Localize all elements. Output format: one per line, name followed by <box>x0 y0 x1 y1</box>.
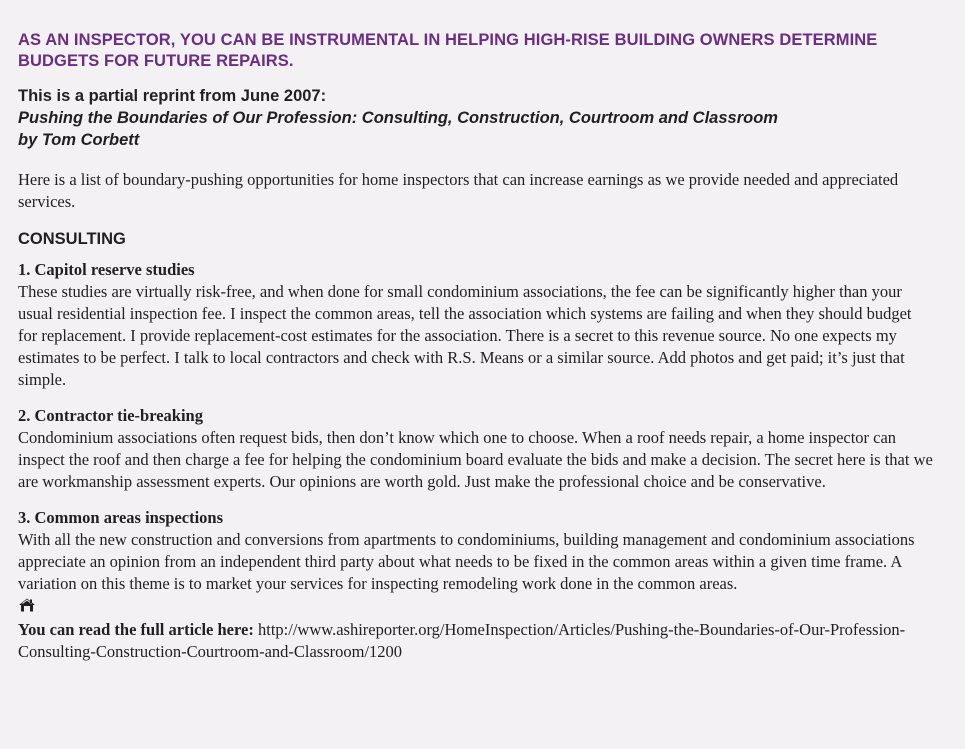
intro-paragraph: Here is a list of boundary-pushing opportunities for home inspectors that can increase earnings as we provide needed and appreciated services. <box>18 170 899 211</box>
reprint-lead: This is a partial reprint from June 2007: <box>18 87 327 105</box>
item-text: These studies are virtually risk-free, and when done for small condominium associations, the fee can be significantly higher than your usual residential inspection fee. I inspect the common areas, tell the association which systems are failing and when they should budget for replacement. I provide replacement-cost estimates for the association. There is a secret to this revenue source. No one expects my estimates to be perfect. I talk to local contractors and check with R.S. Means or a similar source. Add photos and get paid; it’s just that simple. <box>18 282 912 389</box>
full-article-label: You can read the full article here: <box>18 620 254 639</box>
full-article-note <box>18 619 933 663</box>
section-heading: CONSULTING <box>18 230 126 248</box>
item-text: Condominium associations often request bids, then don’t know which one to choose. When a roof needs repair, a home inspector can inspect the roof and then charge a fee for helping the condominium board evaluate the bids and make a decision. The secret here is that we are workmanship assessment experts. Our opinions are worth gold. Just make the professional choice and be conservative. <box>18 428 933 491</box>
item-title: 3. Common areas inspections <box>18 508 224 527</box>
list-item <box>18 507 933 595</box>
list-item <box>18 405 933 493</box>
house-end-mark-icon <box>18 597 36 613</box>
item-title: 2. Contractor tie-breaking <box>18 406 203 425</box>
item-text: With all the new construction and conversions from apartments to condominiums, building management and condominium associations appreciate an opinion from an independent third party about what needs to be fixed in the common areas within a given time frame. A variation on this theme is to market your services for inspecting remodeling work done in the common areas. <box>18 530 915 593</box>
list-item <box>18 259 933 391</box>
reprint-title: Pushing the Boundaries of Our Profession: Consulting, Construction, Courtroom and Classroom <box>18 109 778 127</box>
item-title: 1. Capitol reserve studies <box>18 260 195 279</box>
kicker-headline: AS AN INSPECTOR, YOU CAN BE INSTRUMENTAL IN HELPING HIGH-RISE BUILDING OWNERS DETERMINE BUDGETS FOR FUTURE REPAIRS. <box>18 31 878 70</box>
reprint-info <box>18 85 933 151</box>
reprint-byline: by Tom Corbett <box>18 131 140 149</box>
full-article-link[interactable]: http://www.ashireporter.org/HomeInspection/Articles/Pushing-the-Boundaries-of-Our-Profession-Consulting-Construction-Courtroom-and-Classroom/1200 <box>18 620 906 661</box>
article-sidebar <box>18 30 933 663</box>
